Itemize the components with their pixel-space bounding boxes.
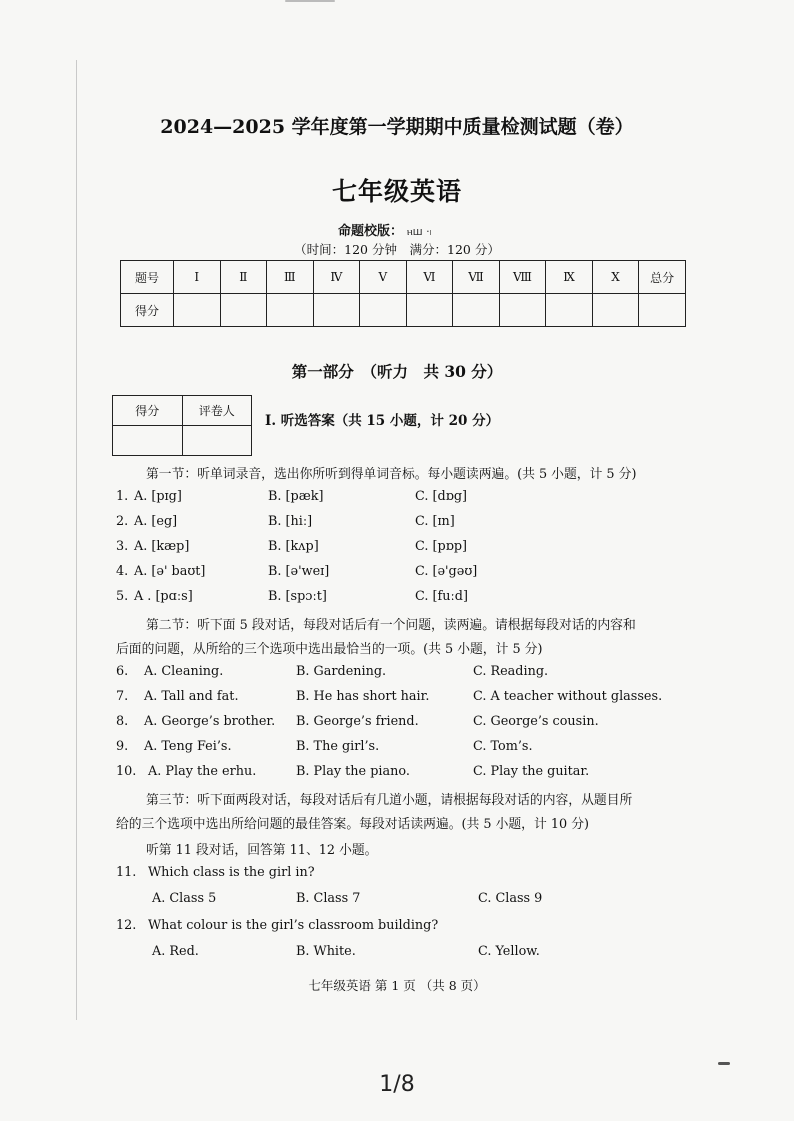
option-c: C. George’s cousin. — [473, 714, 599, 729]
option-c: C. [ə'gəʊ] — [415, 564, 478, 579]
score-col: Ⅴ — [360, 261, 407, 294]
score-table-head: 得分 — [121, 294, 174, 327]
score-cell — [592, 294, 639, 327]
option-b: B. Gardening. — [296, 664, 387, 679]
question-text: What colour is the girl’s classroom building? — [148, 918, 439, 933]
question-number: 2. — [116, 514, 129, 529]
section2-intro-line1: 第二节：听下面 5 段对话，每段对话后有一个问题，读两遍。请根据每段对话的内容和 — [146, 618, 636, 633]
option-a: A. [pɪg] — [134, 489, 182, 504]
option-a: A . [pɑːs] — [134, 589, 193, 604]
score-col: Ⅳ — [313, 261, 360, 294]
question-number: 7. — [116, 689, 129, 704]
option-b: B. [ə'weɪ] — [268, 564, 330, 579]
score-cell — [220, 294, 267, 327]
score-cell — [639, 294, 686, 327]
section-title: I. 听选答案（共 15 小题，计 20 分） — [265, 413, 500, 429]
score-cell — [313, 294, 360, 327]
option-a: A. Class 5 — [152, 891, 217, 906]
school-label: 命题校版： — [338, 224, 404, 239]
score-table-row-number — [121, 261, 686, 294]
score-cell — [360, 294, 407, 327]
section1-intro: 第一节：听单词录音，选出你所听到得单词音标。每小题读两遍。(共 5 小题，计 5 分) — [146, 467, 637, 482]
option-c: C. Reading. — [473, 664, 549, 679]
option-b: B. He has short hair. — [296, 689, 430, 704]
part-heading: 第一部分 （听力 共 30 分） — [291, 362, 503, 381]
school-handwriting: ⲏш ·ₗ — [407, 225, 432, 238]
page-indicator: 1/8 — [379, 1072, 415, 1097]
grader-name-cell — [182, 426, 252, 456]
question-number: 4. — [116, 564, 129, 579]
section3-intro-line1: 第三节：听下面两段对话，每段对话后有几道小题，请根据每段对话的内容，从题目所 — [146, 793, 633, 808]
score-col: Ⅰ — [174, 261, 221, 294]
option-c: C. [fuːd] — [415, 589, 468, 604]
option-b: B. [kʌp] — [268, 539, 319, 554]
score-col: Ⅹ — [592, 261, 639, 294]
option-b: B. Class 7 — [296, 891, 361, 906]
question-number: 6. — [116, 664, 129, 679]
grader-score-cell — [113, 426, 183, 456]
score-table-row-score — [121, 294, 686, 327]
grader-box — [112, 395, 252, 456]
grader-score-label: 得分 — [113, 396, 183, 426]
scan-artifact-dash — [718, 1062, 730, 1065]
question-number: 1. — [116, 489, 129, 504]
score-col-total: 总分 — [639, 261, 686, 294]
option-b: B. The girl’s. — [296, 739, 380, 754]
question-number: 5. — [116, 589, 129, 604]
option-b: B. [hiː] — [268, 514, 313, 529]
option-c: C. Tom’s. — [473, 739, 533, 754]
option-c: C. [pɒp] — [415, 539, 468, 554]
question-text: Which class is the girl in? — [148, 865, 315, 880]
section3-listen-note: 听第 11 段对话，回答第 11、12 小题。 — [146, 843, 378, 858]
question-number: 9. — [116, 739, 129, 754]
option-c: C. [ɪn] — [415, 514, 455, 529]
option-a: A. [eg] — [134, 514, 178, 529]
score-cell — [546, 294, 593, 327]
option-c: C. Yellow. — [478, 944, 540, 959]
score-cell — [406, 294, 453, 327]
score-cell — [453, 294, 500, 327]
question-number: 12. — [116, 918, 137, 933]
score-table-head: 题号 — [121, 261, 174, 294]
score-table — [120, 260, 686, 327]
score-col: Ⅱ — [220, 261, 267, 294]
subject-title: 七年级英语 — [331, 177, 462, 206]
score-cell — [174, 294, 221, 327]
option-a: A. George’s brother. — [144, 714, 276, 729]
score-col: Ⅸ — [546, 261, 593, 294]
score-cell — [267, 294, 314, 327]
option-a: A. Tall and fat. — [144, 689, 239, 704]
page-footer: 七年级英语 第 1 页 （共 8 页） — [308, 978, 486, 993]
option-b: B. [pæk] — [268, 489, 324, 504]
time-info: （时间：120 分钟 满分：120 分） — [294, 242, 500, 257]
grader-name-label: 评卷人 — [182, 396, 252, 426]
option-b: B. White. — [296, 944, 356, 959]
section2-intro-line2: 后面的问题，从所给的三个选项中选出最恰当的一项。(共 5 小题，计 5 分) — [116, 642, 543, 657]
option-a: A. [kæp] — [134, 539, 190, 554]
score-col: Ⅷ — [499, 261, 546, 294]
scan-artifact-top — [285, 0, 335, 2]
option-b: B. George’s friend. — [296, 714, 419, 729]
option-c: C. [dɒg] — [415, 489, 468, 504]
option-c: C. Class 9 — [478, 891, 543, 906]
option-b: B. Play the piano. — [296, 764, 410, 779]
question-number: 3. — [116, 539, 129, 554]
question-number: 10. — [116, 764, 137, 779]
option-a: A. [ə' baʊt] — [134, 564, 206, 579]
option-c: C. Play the guitar. — [473, 764, 590, 779]
question-number: 11. — [116, 865, 137, 880]
school-line — [338, 220, 432, 239]
score-cell — [499, 294, 546, 327]
option-a: A. Red. — [152, 944, 199, 959]
option-b: B. [spɔːt] — [268, 589, 327, 604]
option-c: C. A teacher without glasses. — [473, 689, 663, 704]
score-col: Ⅵ — [406, 261, 453, 294]
score-col: Ⅲ — [267, 261, 314, 294]
option-a: A. Cleaning. — [144, 664, 224, 679]
question-number: 8. — [116, 714, 129, 729]
section3-intro-line2: 给的三个选项中选出所给问题的最佳答案。每段对话读两遍。(共 5 小题，计 10 分) — [116, 817, 589, 832]
option-a: A. Teng Fei’s. — [144, 739, 232, 754]
option-a: A. Play the erhu. — [148, 764, 257, 779]
exam-title: 2024—2025 学年度第一学期期中质量检测试题（卷） — [160, 116, 634, 138]
score-col: Ⅶ — [453, 261, 500, 294]
